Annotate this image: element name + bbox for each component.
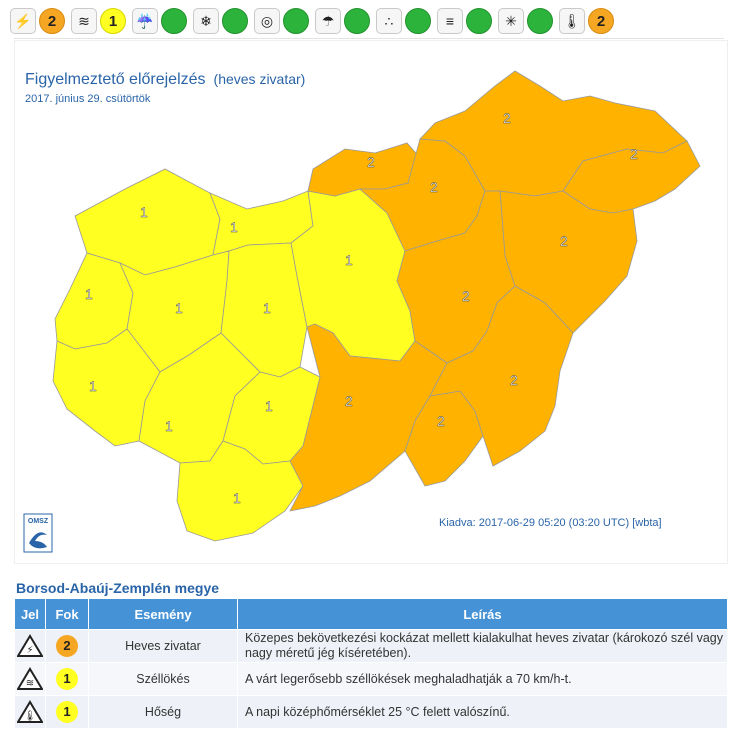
warning-level-badge[interactable]	[405, 8, 431, 34]
county-level-label: 1	[140, 204, 148, 220]
header-leiras: Leírás	[238, 599, 728, 630]
county-level-label: 1	[345, 252, 353, 268]
esemeny-cell: Heves zivatar	[89, 630, 238, 663]
map-subtitle: (heves zivatar)	[213, 71, 306, 87]
svg-text:🌡: 🌡	[23, 711, 37, 722]
warning-map	[14, 40, 728, 564]
hungary-county-map	[15, 41, 727, 563]
jel-cell	[15, 663, 46, 696]
warning-type-6[interactable]	[376, 8, 431, 34]
map-date: 2017. június 29. csütörtök	[25, 93, 151, 105]
warning-type-toolbar	[10, 6, 728, 36]
omsz-logo	[23, 513, 53, 553]
warning-type-5[interactable]	[315, 8, 370, 34]
map-title	[25, 71, 305, 89]
county-level-label: 2	[462, 288, 470, 304]
toolbar-divider	[14, 38, 724, 39]
lightning-icon[interactable]: ⚡	[10, 8, 36, 34]
warning-type-2[interactable]	[132, 8, 187, 34]
heat-warning-icon	[17, 700, 43, 724]
header-esemeny: Esemény	[89, 599, 238, 630]
wind-warning-icon	[17, 667, 43, 691]
jel-cell	[15, 696, 46, 729]
warning-level-badge[interactable]: 1	[100, 8, 126, 34]
fok-cell	[46, 696, 89, 729]
county-level-label: 1	[263, 300, 271, 316]
county-level-label: 1	[85, 286, 93, 302]
warning-table	[14, 598, 728, 729]
warning-level-badge[interactable]	[283, 8, 309, 34]
heat-icon[interactable]: 🌡	[559, 8, 585, 34]
snow-drift-icon[interactable]: ❄	[193, 8, 219, 34]
fog-icon[interactable]: ◎	[254, 8, 280, 34]
warning-type-1[interactable]	[71, 8, 126, 34]
warning-type-0[interactable]	[10, 8, 65, 34]
map-title-text: Figyelmeztető előrejelzés	[25, 71, 206, 88]
county-level-label: 2	[510, 372, 518, 388]
esemeny-cell: Hőség	[89, 696, 238, 729]
county-level-label: 1	[265, 398, 273, 414]
county-level-label: 2	[503, 110, 511, 126]
fok-cell	[46, 663, 89, 696]
wind-gust-icon[interactable]: ≋	[71, 8, 97, 34]
svg-text:OMSZ: OMSZ	[27, 518, 49, 525]
level-badge: 1	[56, 701, 78, 723]
county-level-label: 2	[367, 154, 375, 170]
fok-cell	[46, 630, 89, 663]
warning-level-badge[interactable]	[222, 8, 248, 34]
snow-icon[interactable]: ∴	[376, 8, 402, 34]
issued-timestamp: Kiadva: 2017-06-29 05:20 (03:20 UTC) [wbta]	[439, 517, 662, 529]
warning-level-badge[interactable]: 2	[39, 8, 65, 34]
warning-level-badge[interactable]	[466, 8, 492, 34]
lightning-warning-icon	[17, 634, 43, 658]
warning-type-4[interactable]	[254, 8, 309, 34]
leiras-cell: A napi középhőmérséklet 25 °C felett valószínű.	[238, 696, 728, 729]
county-level-label: 1	[230, 219, 238, 235]
county-level-label: 2	[345, 393, 353, 409]
county-level-label: 2	[630, 146, 638, 162]
header-fok: Fok	[46, 599, 89, 630]
rain-icon[interactable]: ☔	[132, 8, 158, 34]
warning-type-7[interactable]	[437, 8, 492, 34]
svg-text:⚡: ⚡	[26, 645, 34, 656]
leiras-cell: A várt legerősebb széllökések meghaladhatják a 70 km/h-t.	[238, 663, 728, 696]
county-level-label: 1	[175, 300, 183, 316]
table-header-row	[15, 599, 728, 630]
warning-type-3[interactable]	[193, 8, 248, 34]
esemeny-cell: Széllökés	[89, 663, 238, 696]
table-row	[15, 663, 728, 696]
warning-level-badge[interactable]	[344, 8, 370, 34]
county-level-label: 1	[89, 378, 97, 394]
cold-icon[interactable]: ✳	[498, 8, 524, 34]
leiras-cell: Közepes bekövetkezési kockázat mellett kialakulhat heves zivatar (károkozó szél vagy nagy méretű jég kíséretében).	[238, 630, 728, 663]
jel-cell	[15, 630, 46, 663]
county-level-label: 2	[437, 413, 445, 429]
level-badge: 1	[56, 668, 78, 690]
county-level-label: 1	[165, 418, 173, 434]
warning-type-9[interactable]	[559, 8, 614, 34]
svg-text:≋: ≋	[25, 678, 35, 689]
warning-level-badge[interactable]	[527, 8, 553, 34]
county-name-heading: Borsod-Abaúj-Zemplén megye	[16, 580, 220, 596]
warning-level-badge[interactable]: 2	[588, 8, 614, 34]
freezing-rain-icon[interactable]: ☂	[315, 8, 341, 34]
county-level-label: 2	[560, 233, 568, 249]
ice-icon[interactable]: ≡	[437, 8, 463, 34]
county-level-label: 1	[233, 490, 241, 506]
warning-type-8[interactable]	[498, 8, 553, 34]
table-row	[15, 696, 728, 729]
level-badge: 2	[56, 635, 78, 657]
warning-level-badge[interactable]	[161, 8, 187, 34]
header-jel: Jel	[15, 599, 46, 630]
table-row	[15, 630, 728, 663]
county-level-label: 2	[430, 179, 438, 195]
